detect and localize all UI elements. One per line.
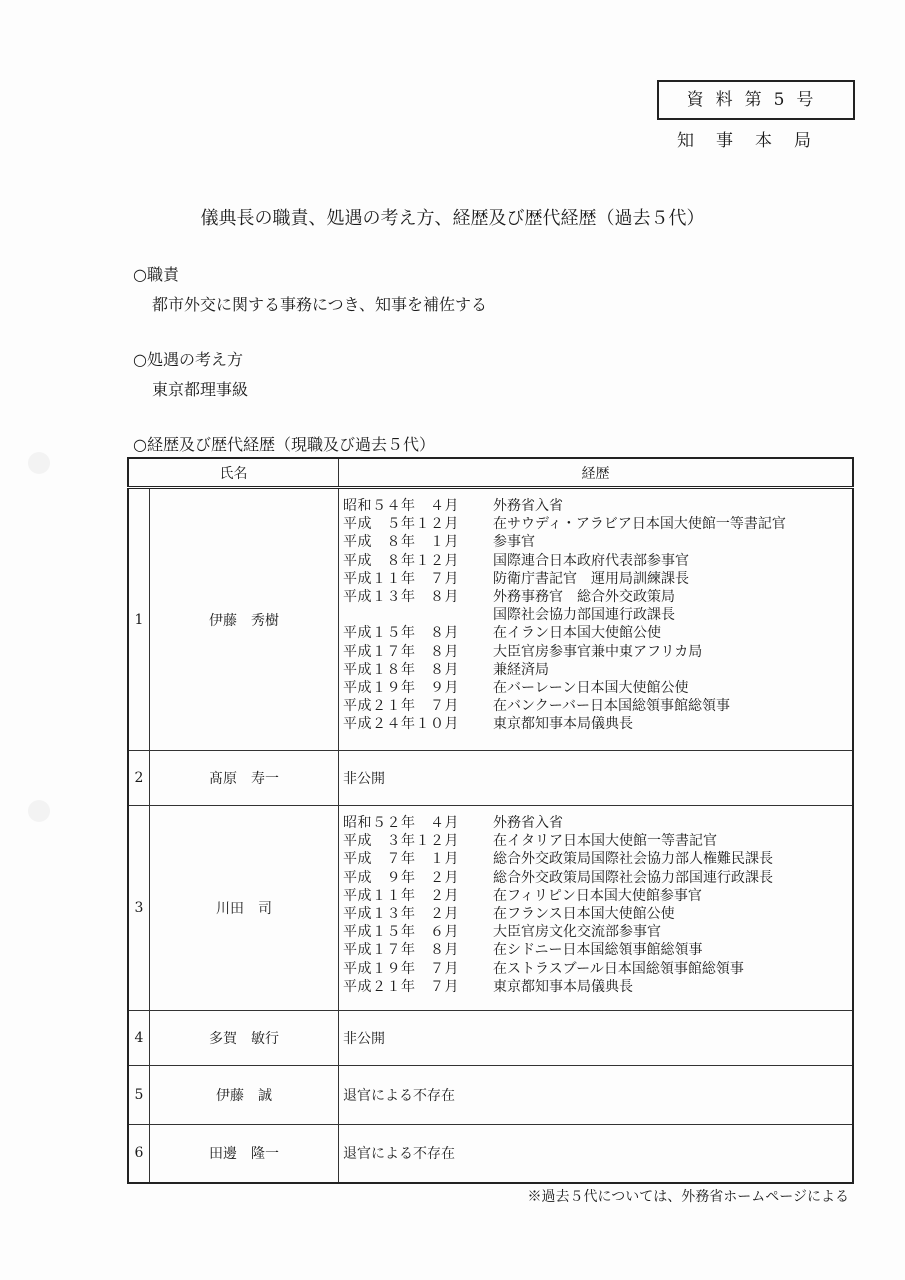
career-date: 平成１１年 ７月 — [343, 570, 459, 587]
career-position: 在サウディ・アラビア日本国大使館一等書記官 — [493, 516, 786, 533]
career-entry — [343, 814, 852, 832]
career-position: 在ストラスブール日本国総領事館総領事 — [493, 960, 744, 977]
career-entry — [343, 643, 852, 661]
career-position: 在フランス日本国大使館公使 — [493, 906, 675, 923]
career-entry — [343, 661, 852, 679]
career-date: 平成１５年 ８月 — [343, 625, 459, 642]
history-heading: ○経歴及び歴代経歴（現職及び過去５代） — [133, 435, 435, 454]
career-entry — [343, 497, 852, 515]
career-date — [343, 606, 493, 624]
career-entry — [343, 679, 852, 697]
career-position: 在イラン日本国大使館公使 — [493, 625, 661, 642]
header-career: 経歴 — [339, 458, 854, 488]
career-entry — [343, 624, 852, 642]
career-position: 大臣官房参事官兼中東アフリカ局 — [493, 643, 703, 660]
page-title: 儀典長の職責、処遇の考え方、経歴及び歴代経歴（過去５代） — [200, 208, 705, 229]
career-position: 総合外交政策局国際社会協力部国連行政課長 — [493, 869, 773, 886]
person-name: 川田 司 — [150, 806, 339, 1011]
career-position: 兼経済局 — [493, 661, 549, 678]
career-entry — [343, 515, 852, 533]
career-cell: 非公開 — [339, 1011, 854, 1066]
career-cell: 非公開 — [339, 751, 854, 806]
career-entry — [343, 570, 852, 588]
career-date: 平成１３年 ８月 — [343, 589, 459, 606]
career-date: 平成２１年 ７月 — [343, 698, 459, 715]
punch-hole — [28, 800, 50, 822]
career-date: 平成 ９年 ２月 — [343, 869, 459, 886]
row-number: 6 — [128, 1125, 150, 1183]
career-position: 東京都知事本局儀典長 — [493, 978, 633, 995]
career-position: 在バンクーバー日本国総領事館総領事 — [493, 698, 731, 715]
table-header-row — [128, 458, 853, 488]
career-position: 東京都知事本局儀典長 — [493, 716, 633, 733]
career-date: 平成 ８年１２月 — [343, 552, 459, 569]
career-position: 大臣官房文化交流部参事官 — [493, 924, 661, 941]
table-row — [128, 806, 853, 1011]
row-number: 3 — [128, 806, 150, 1011]
punch-hole — [28, 452, 50, 474]
table-row — [128, 751, 853, 806]
career-position: 外務省入省 — [493, 498, 563, 514]
document-number-box: 資料第5号 — [657, 80, 855, 120]
career-entry — [343, 869, 852, 887]
career-position: 防衛庁書記官 運用局訓練課長 — [493, 570, 689, 587]
career-date: 平成２１年 ７月 — [343, 978, 459, 995]
table-row — [128, 1066, 853, 1125]
career-date: 平成１３年 ２月 — [343, 906, 459, 923]
person-name: 多賀 敏行 — [150, 1011, 339, 1066]
career-date: 平成１５年 ６月 — [343, 924, 459, 941]
career-entry — [343, 905, 852, 923]
career-entry — [343, 887, 852, 905]
person-name: 髙原 寿一 — [150, 751, 339, 806]
career-position: 国際連合日本政府代表部参事官 — [493, 552, 689, 569]
career-entry — [343, 941, 852, 959]
career-date: 平成１８年 ８月 — [343, 661, 459, 678]
career-position: 総合外交政策局国際社会協力部人権難民課長 — [493, 851, 773, 868]
career-date: 昭和５４年 ４月 — [343, 498, 459, 514]
career-date: 平成１９年 ９月 — [343, 680, 459, 697]
career-date: 昭和５２年 ４月 — [343, 815, 459, 831]
career-entry — [343, 960, 852, 978]
career-position: 在フィリピン日本国大使館参事官 — [493, 887, 702, 904]
career-entry — [343, 832, 852, 850]
career-cell: 退官による不存在 — [339, 1066, 854, 1125]
table-row — [128, 488, 853, 751]
person-name: 伊藤 誠 — [150, 1066, 339, 1125]
career-entry — [343, 588, 852, 606]
duty-text: 都市外交に関する事務につき、知事を補佐する — [152, 295, 488, 314]
header-name: 氏名 — [128, 458, 339, 488]
career-entry — [343, 533, 852, 551]
career-date: 平成１７年 ８月 — [343, 643, 459, 660]
row-number: 5 — [128, 1066, 150, 1125]
career-position: 参事官 — [493, 534, 535, 551]
career-date: 平成 ７年 １月 — [343, 851, 459, 868]
career-entry — [343, 923, 852, 941]
duty-heading: ○職責 — [133, 265, 179, 284]
row-number: 1 — [128, 488, 150, 751]
career-cell: 退官による不存在 — [339, 1125, 854, 1183]
career-position: 在シドニー日本国総領事館総領事 — [493, 942, 703, 959]
career-entry — [343, 978, 852, 996]
career-cell — [339, 806, 854, 1011]
career-entry — [343, 697, 852, 715]
career-date: 平成２４年１０月 — [343, 716, 459, 733]
career-table — [127, 457, 854, 1184]
footnote: ※過去５代については、外務省ホームページによる — [527, 1189, 849, 1205]
career-position: 外務省入省 — [493, 815, 563, 831]
treatment-text: 東京都理事級 — [152, 380, 249, 399]
row-number: 4 — [128, 1011, 150, 1066]
person-name: 田邊 隆一 — [150, 1125, 339, 1183]
career-entry — [343, 552, 852, 570]
bureau-name: 知事本局 — [677, 131, 833, 151]
career-date: 平成１９年 ７月 — [343, 960, 459, 977]
table-row — [128, 1125, 853, 1183]
career-date: 平成１１年 ２月 — [343, 887, 459, 904]
career-position: 外務事務官 総合外交政策局 — [493, 589, 675, 606]
career-entry — [343, 606, 852, 624]
career-entry — [343, 850, 852, 868]
career-entry — [343, 715, 852, 733]
career-date: 平成 ５年１２月 — [343, 516, 459, 533]
career-cell — [339, 488, 854, 751]
career-date: 平成 ８年 １月 — [343, 534, 459, 551]
person-name: 伊藤 秀樹 — [150, 488, 339, 751]
career-position: 在バーレーン日本国大使館公使 — [493, 680, 689, 697]
career-date: 平成１７年 ８月 — [343, 942, 459, 959]
career-position: 在イタリア日本国大使館一等書記官 — [493, 833, 717, 850]
row-number: 2 — [128, 751, 150, 806]
table-row — [128, 1011, 853, 1066]
treatment-heading: ○処遇の考え方 — [133, 350, 243, 369]
career-position: 国際社会協力部国連行政課長 — [493, 607, 675, 624]
career-date: 平成 ３年１２月 — [343, 833, 459, 850]
